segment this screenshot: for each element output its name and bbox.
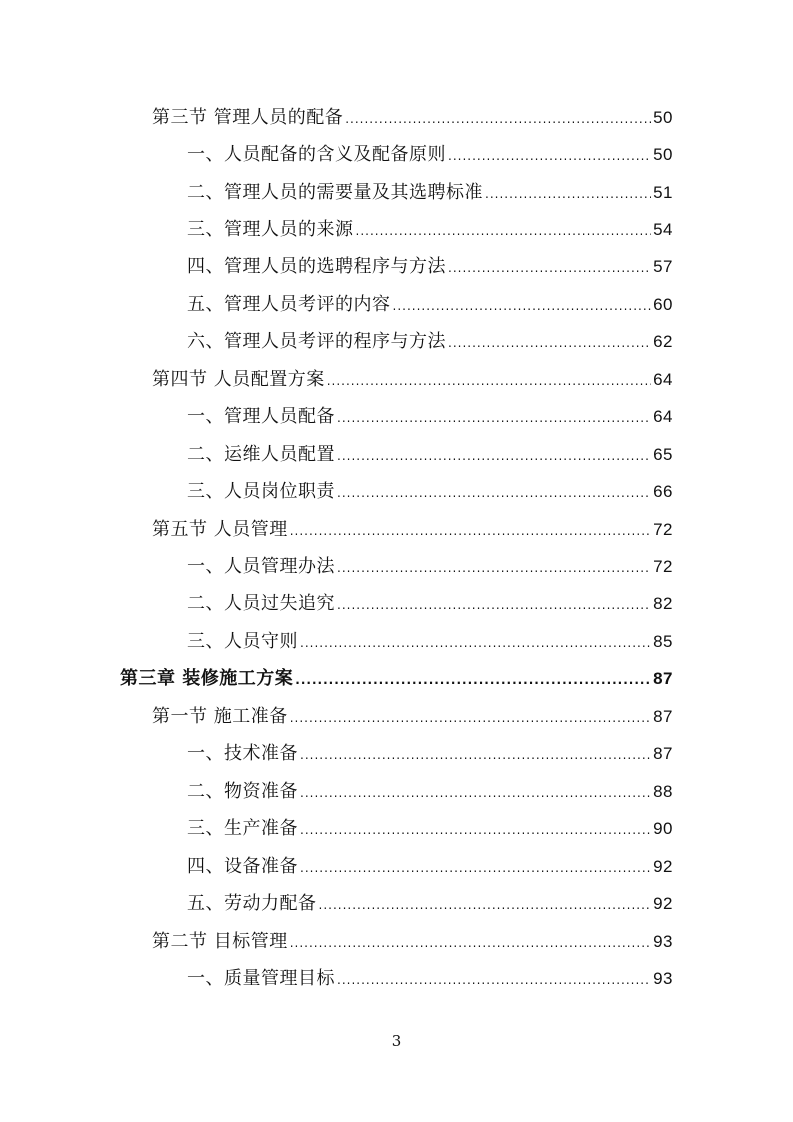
toc-entry[interactable]: [187, 139, 673, 171]
toc-entry[interactable]: [187, 326, 673, 358]
toc-entry-label: 第三章 装修施工方案: [120, 668, 294, 689]
toc-entry-page: 50: [653, 145, 673, 164]
dot-leader: [448, 252, 651, 284]
toc-entry-label: 三、人员岗位职责: [187, 481, 335, 502]
toc-entry-page: 93: [653, 932, 673, 951]
toc-entry[interactable]: [187, 963, 673, 995]
toc-entry-page: 92: [653, 894, 673, 913]
toc-entry[interactable]: [152, 701, 673, 733]
toc-entry-page: 92: [653, 857, 673, 876]
toc-entry-page: 93: [653, 969, 673, 988]
dot-leader: [356, 215, 652, 247]
toc-entry[interactable]: [187, 813, 673, 845]
toc-entry-label: 四、管理人员的选聘程序与方法: [187, 256, 446, 277]
toc-entry[interactable]: [187, 776, 673, 808]
dot-leader: [485, 178, 651, 210]
dot-leader: [300, 852, 651, 884]
toc-entry[interactable]: [187, 251, 673, 283]
toc-entry-page: 60: [653, 295, 673, 314]
toc-entry-label: 第五节 人员管理: [152, 519, 288, 540]
toc-entry[interactable]: [187, 439, 673, 471]
toc-entry-page: 72: [653, 557, 673, 576]
dot-leader: [337, 402, 651, 434]
toc-entry[interactable]: [152, 926, 673, 958]
toc-entry[interactable]: [187, 476, 673, 508]
dot-leader: [300, 627, 651, 659]
toc-chapter-entry[interactable]: [120, 663, 673, 695]
toc-entry-page: 88: [653, 782, 673, 801]
dot-leader: [295, 664, 651, 696]
dot-leader: [448, 327, 651, 359]
toc-entry-page: 87: [653, 744, 673, 763]
toc-entry-page: 85: [653, 632, 673, 651]
toc-entry-label: 四、设备准备: [187, 856, 298, 877]
toc-entry-page: 64: [653, 407, 673, 426]
toc-entry-label: 一、人员管理办法: [187, 556, 335, 577]
toc-entry-label: 二、运维人员配置: [187, 444, 335, 465]
dot-leader: [319, 889, 652, 921]
toc-entry[interactable]: [187, 626, 673, 658]
toc-entry[interactable]: [187, 851, 673, 883]
toc-entry-page: 51: [653, 183, 673, 202]
toc-entry-label: 三、生产准备: [187, 818, 298, 839]
toc-entry-label: 三、管理人员的来源: [187, 219, 354, 240]
dot-leader: [337, 552, 651, 584]
dot-leader: [300, 777, 651, 809]
toc-entry-page: 90: [653, 819, 673, 838]
toc-entry-page: 57: [653, 257, 673, 276]
dot-leader: [300, 814, 651, 846]
toc-entry-label: 五、劳动力配备: [187, 893, 317, 914]
toc-entry[interactable]: [152, 364, 673, 396]
toc-entry[interactable]: [187, 177, 673, 209]
toc-entry-page: 64: [653, 370, 673, 389]
toc-entry-label: 一、技术准备: [187, 743, 298, 764]
toc-entry-label: 第三节 管理人员的配备: [152, 107, 344, 128]
toc-entry-label: 第四节 人员配置方案: [152, 369, 325, 390]
toc-entry-label: 第一节 施工准备: [152, 706, 288, 727]
toc-entry-label: 二、人员过失追究: [187, 593, 335, 614]
dot-leader: [337, 964, 651, 996]
toc-entry[interactable]: [187, 888, 673, 920]
dot-leader: [290, 702, 651, 734]
toc-entry[interactable]: [152, 102, 673, 134]
toc-entry-page: 65: [653, 445, 673, 464]
toc-entry-label: 二、物资准备: [187, 781, 298, 802]
dot-leader: [290, 515, 651, 547]
toc-entry[interactable]: [187, 401, 673, 433]
toc-entry-label: 一、管理人员配备: [187, 406, 335, 427]
toc-entry-label: 二、管理人员的需要量及其选聘标准: [187, 182, 483, 203]
toc-entry-page: 54: [653, 220, 673, 239]
dot-leader: [337, 477, 651, 509]
toc-entry[interactable]: [187, 588, 673, 620]
toc-entry[interactable]: [187, 214, 673, 246]
toc-entry-page: 72: [653, 520, 673, 539]
dot-leader: [393, 290, 652, 322]
toc-entry-label: 第二节 目标管理: [152, 931, 288, 952]
toc-entry-page: 50: [653, 108, 673, 127]
dot-leader: [448, 140, 651, 172]
toc-entry-page: 82: [653, 594, 673, 613]
toc-entry-page: 87: [653, 707, 673, 726]
toc-entry-label: 一、质量管理目标: [187, 968, 335, 989]
toc-entry-label: 五、管理人员考评的内容: [187, 294, 391, 315]
toc-entry-label: 六、管理人员考评的程序与方法: [187, 331, 446, 352]
toc-entry[interactable]: [152, 514, 673, 546]
toc-entry-label: 一、人员配备的含义及配备原则: [187, 144, 446, 165]
toc-entry[interactable]: [187, 738, 673, 770]
toc-entry-page: 87: [653, 669, 673, 688]
toc-entry[interactable]: [187, 551, 673, 583]
dot-leader: [300, 739, 651, 771]
toc-entry-label: 三、人员守则: [187, 631, 298, 652]
toc-entry-page: 62: [653, 332, 673, 351]
dot-leader: [337, 589, 651, 621]
toc-entry[interactable]: [187, 289, 673, 321]
dot-leader: [345, 103, 651, 135]
dot-leader: [290, 927, 651, 959]
dot-leader: [337, 440, 651, 472]
dot-leader: [327, 365, 651, 397]
toc-entry-page: 66: [653, 482, 673, 501]
page-number: 3: [391, 1032, 402, 1050]
